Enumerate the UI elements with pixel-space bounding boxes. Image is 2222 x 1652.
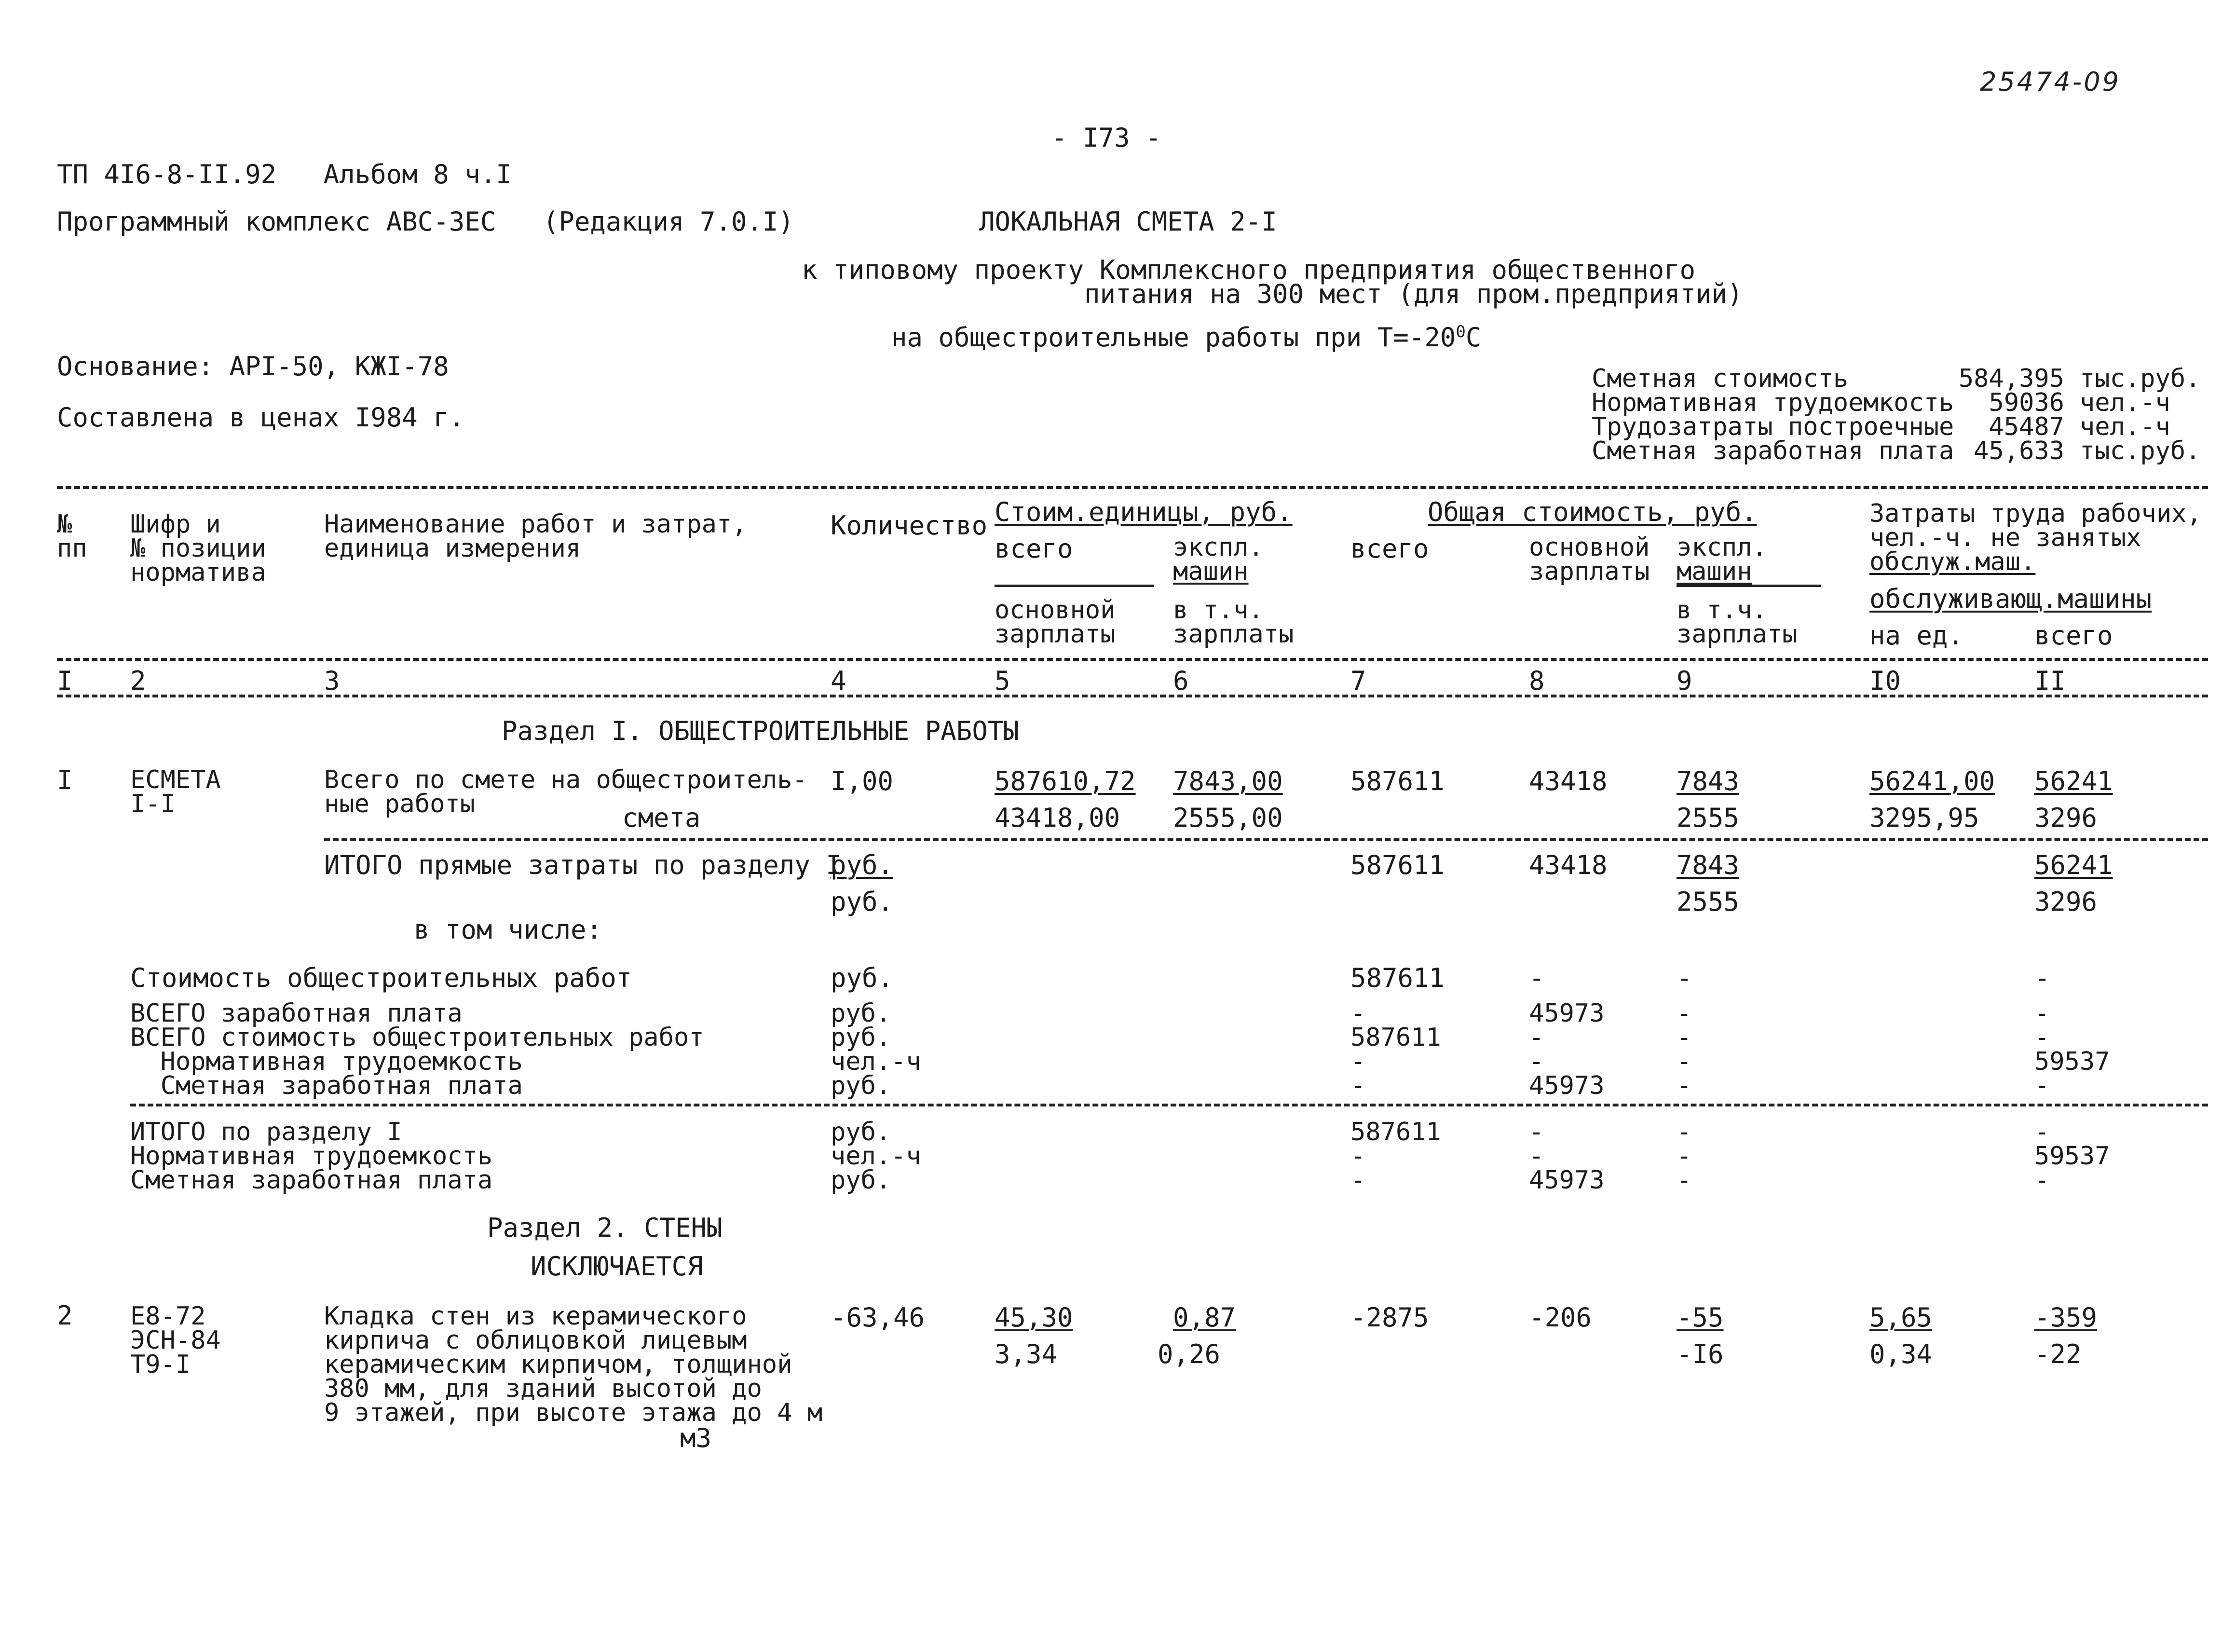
text-line: ВСЕГО стоимость общестроительных работ (130, 1023, 704, 1052)
text-line: руб. (831, 999, 891, 1028)
section-2-status: ИСКЛЮЧАЕТСЯ (531, 1251, 703, 1282)
row-1-unit: смета (622, 803, 701, 833)
direct-total-unit: руб. (831, 887, 894, 917)
text-line: 59537 (2034, 1047, 2110, 1076)
row-2-total-machine-wages: -I6 (1677, 1339, 1724, 1369)
col-5-top: всего (995, 533, 1073, 564)
row-1-total-wages: 43418 (1529, 766, 1608, 796)
col-6-bottom (1173, 596, 1294, 649)
text-line: - (2034, 1118, 2050, 1147)
row-2-labor-machine-total: -22 (2034, 1339, 2082, 1369)
text-line: - (1677, 999, 1692, 1028)
text-line: машин (1173, 557, 1249, 586)
breakdown-units (831, 1001, 921, 1098)
text-line: ЕСМЕТА (130, 765, 221, 794)
table-top-rule (57, 486, 2208, 489)
direct-total-labor-machine: 3296 (2034, 887, 2098, 917)
text-line: 59537 (2034, 1142, 2110, 1171)
text-line: - (1529, 1118, 1544, 1147)
summary-units (2080, 364, 2201, 465)
unit-cost-subrule (995, 585, 1154, 587)
direct-total-machines: 7843 (1677, 850, 1740, 880)
section-1-total-labor (2034, 1118, 2110, 1195)
text-line: I-I (130, 790, 176, 819)
summary-unit: тыс.руб. (2080, 437, 2201, 465)
text-line: пп (57, 534, 87, 563)
text-line: экспл. (1677, 533, 1767, 562)
section-1-title: Раздел I. ОБЩЕСТРОИТЕЛЬНЫЕ РАБОТЫ (502, 716, 1019, 746)
text-line: машин (1677, 557, 1752, 586)
including-label: в том числе: (414, 915, 602, 945)
text-line: Кладка стен из керамического (324, 1302, 747, 1331)
text-line: Шифр и (130, 510, 221, 539)
text-line: Наименование работ и затрат, (324, 510, 747, 539)
col-10-header: на ед. (1869, 620, 1964, 651)
text-line: ИТОГО по разделу I (130, 1118, 402, 1147)
breakdown-label: Стоимость общестроительных работ (130, 963, 632, 993)
text-line: зарплаты (1529, 557, 1650, 586)
text-line: - (1350, 1142, 1366, 1171)
row-2-name (324, 1304, 822, 1425)
breakdown-machines-col (1677, 1001, 1691, 1098)
text-line: 380 мм, для зданий высотой до (324, 1374, 762, 1403)
section-1-total-sums (1350, 1118, 1441, 1195)
col-number-label: 8 (1529, 666, 1545, 696)
direct-total-unit: руб. (831, 850, 894, 880)
text-line: - (2034, 1023, 2050, 1052)
breakdown-totals (1350, 1001, 1441, 1098)
row-2-quantity: -63,46 (831, 1302, 925, 1333)
text-line: зарплаты (995, 620, 1116, 649)
text-line: руб. (831, 1023, 891, 1052)
text-line: 9 этажей, при высоте этажа до 4 м (324, 1398, 823, 1427)
text-line: - (1350, 1071, 1366, 1100)
text-line: зарплаты (1677, 620, 1798, 649)
breakdown-machines: - (1677, 963, 1692, 993)
row-2-unit-wages: 3,34 (995, 1339, 1058, 1369)
text-line: - (1529, 1142, 1544, 1171)
software-info: Программный комплекс АВС-ЗЕС (Редакция 7.0.I) (57, 206, 794, 237)
total-cost-subrule (1677, 585, 1821, 587)
text-line: чел.-ч (831, 1142, 921, 1171)
col-code-header (130, 512, 266, 585)
summary-label: Сметная стоимость (1592, 364, 1849, 393)
col-number-label: I0 (1869, 666, 1901, 696)
row-1-total-machines: 7843 (1677, 766, 1740, 796)
row-2-labor-total: -359 (2034, 1302, 2098, 1333)
text-line: 587611 (1350, 1023, 1441, 1052)
text-line: - (1529, 1023, 1544, 1052)
text-line: на общестроительные работы при Т=-20 (891, 322, 1456, 353)
row-1-labor-machine-total: 3296 (2034, 803, 2098, 833)
row-2-total-wages: -206 (1529, 1302, 1592, 1333)
breakdown-wages-col (1529, 1001, 1605, 1098)
text-line: керамическим кирпичом, толщиной (324, 1350, 792, 1379)
text-line: кирпича с облицовкой лицевым (324, 1326, 747, 1355)
summary-value: 45,633 (1974, 437, 2064, 465)
row-2-unit: м3 (680, 1423, 712, 1453)
labor-subheader: обслуживающ.машины (1869, 584, 2152, 614)
text-line: - (1677, 1071, 1692, 1100)
breakdown-labor: - (2034, 963, 2050, 993)
document-number: 25474-09 (1980, 67, 2121, 97)
text-line: - (1350, 1166, 1366, 1195)
text-line: зарплаты (1173, 620, 1294, 649)
text-line: - (2034, 1071, 2050, 1100)
breakdown-unit: руб. (831, 963, 894, 993)
text-line: норматива (130, 558, 266, 587)
row-1-unit-machine-wages: 2555,00 (1173, 803, 1283, 833)
text-line: ЭСН-84 (130, 1326, 221, 1355)
summary-unit: тыс.руб. (2080, 364, 2201, 393)
row-1-quantity: I,00 (831, 766, 894, 796)
project-code: ТП 4I6-8-II.92 Альбом 8 ч.I (57, 159, 512, 190)
col-number-header (57, 510, 87, 563)
text-line: ВСЕГО заработная плата (130, 999, 463, 1028)
direct-total-machine-wages: 2555 (1677, 887, 1740, 917)
price-level: Составлена в ценах I984 г. (57, 402, 465, 433)
numbers-rule (57, 695, 2208, 697)
text-line: руб. (831, 1166, 891, 1195)
text-line: чел.-ч. не занятых (1869, 523, 2141, 552)
text-line: № позиции (130, 534, 266, 563)
text-line: в т.ч. (1677, 596, 1767, 625)
text-line: Нормативная трудоемкость (130, 1142, 493, 1171)
row-2-total-machines: -55 (1677, 1302, 1724, 1333)
summary-value: 59036 (1989, 388, 2064, 417)
breakdown-total: 587611 (1350, 963, 1445, 993)
col-quantity-header: Количество (831, 510, 988, 541)
row-1-unit-total: 587610,72 (995, 766, 1136, 796)
col-number-label: 9 (1677, 666, 1692, 696)
section-1-total-labels (130, 1118, 493, 1195)
text-line: - (1677, 1047, 1692, 1076)
text-line: Сметная заработная плата (130, 1166, 493, 1195)
text-line: - (1350, 999, 1366, 1028)
row-2-total: -2875 (1350, 1302, 1429, 1333)
row-2-code (130, 1304, 221, 1377)
text-line: - (1677, 1166, 1692, 1195)
row-2-unit-total: 45,30 (995, 1302, 1073, 1333)
text-line: Всего по смете на общестроитель- (324, 765, 807, 794)
row-1-code (130, 765, 221, 819)
text-line: С (1465, 322, 1482, 353)
section-1-total-units (831, 1118, 921, 1195)
text-line: Сметная заработная плата (130, 1071, 523, 1100)
text-line: 45973 (1529, 999, 1605, 1028)
text-line: Нормативная трудоемкость (130, 1047, 523, 1076)
row-2-unit-machine-wages: 0,26 (1158, 1339, 1221, 1369)
row-1-labor-total: 56241 (2034, 766, 2113, 796)
row-1-total-machine-wages: 2555 (1677, 803, 1740, 833)
text-line: 45973 (1529, 1071, 1605, 1100)
text-line: основной (1529, 533, 1650, 562)
text-line: № (57, 510, 72, 539)
col-5-bottom (995, 596, 1116, 649)
row-1-rule (324, 838, 2208, 841)
labor-group-header (1869, 499, 2202, 576)
col-number-label: II (2034, 666, 2066, 696)
row-1-total: 587611 (1350, 766, 1445, 796)
col-number-label: I (57, 666, 73, 696)
text-line: 587611 (1350, 1118, 1441, 1147)
col-8-header (1529, 535, 1649, 584)
page-number: - I73 - (1051, 123, 1161, 153)
col-name-header (324, 510, 747, 563)
subtitle-line-3 (891, 318, 1481, 351)
text-line: - (1677, 1023, 1692, 1052)
text-line: ные работы (324, 790, 476, 819)
col-7-header: всего (1350, 533, 1429, 564)
summary-value: 584,395 (1958, 364, 2064, 393)
text-line: экспл. (1173, 533, 1264, 562)
text-line: - (1350, 1047, 1366, 1076)
row-1-unit-wages: 43418,00 (995, 803, 1120, 833)
text-line: единица измерения (324, 534, 581, 563)
text-line: чел.-ч (831, 1047, 921, 1076)
row-2-number: 2 (57, 1300, 73, 1331)
section-1-total-wages (1529, 1118, 1605, 1195)
section-2-title: Раздел 2. СТЕНЫ (487, 1213, 722, 1243)
summary-unit: чел.-ч (2080, 412, 2170, 441)
text-line: - (1677, 1118, 1692, 1147)
direct-total-sum: 587611 (1350, 850, 1445, 880)
breakdown-wages: - (1529, 963, 1545, 993)
col-number-label: 4 (831, 666, 846, 696)
section-1-total-machines (1677, 1118, 1692, 1195)
breakdown-labels (130, 1001, 704, 1098)
summary-label: Трудозатраты построечные (1592, 412, 1954, 441)
text-line: руб. (831, 1118, 891, 1147)
text-line: Т9-I (130, 1350, 191, 1379)
col-number-label: 5 (995, 666, 1010, 696)
col-11-header: всего (2034, 620, 2113, 651)
document-title: ЛОКАЛЬНАЯ СМЕТА 2-I (979, 206, 1277, 237)
summary-values (1958, 364, 2064, 465)
col-9-top (1677, 535, 1767, 584)
row-1-unit-machines: 7843,00 (1173, 766, 1283, 796)
col-9-bottom (1677, 596, 1798, 649)
col-number-label: 6 (1173, 666, 1189, 696)
summary-label: Сметная заработная плата (1592, 437, 1954, 465)
row-2-labor-machine-per-unit: 0,34 (1869, 1339, 1933, 1369)
unit-cost-group-header: Стоим.единицы, руб. (995, 497, 1293, 527)
text-line: 0 (1456, 322, 1466, 341)
text-line: Е8-72 (130, 1302, 206, 1331)
col-number-label: 3 (324, 666, 340, 696)
text-line: Затраты труда рабочих, (1869, 499, 2202, 528)
direct-total-labor: 56241 (2034, 850, 2113, 880)
row-2-labor-per-unit: 5,65 (1869, 1302, 1933, 1333)
text-line: в т.ч. (1173, 596, 1264, 625)
col-number-label: 2 (130, 666, 146, 696)
text-line: руб. (831, 1071, 891, 1100)
text-line: - (1677, 1142, 1692, 1171)
text-line: обслуж.маш. (1869, 547, 2036, 576)
summary-value: 45487 (1989, 412, 2064, 441)
estimate-basis: Основание: АРI-50, КЖI-78 (57, 351, 449, 382)
text-line: 45973 (1529, 1166, 1605, 1195)
header-rule (57, 658, 2208, 661)
summary-labels (1592, 364, 1954, 465)
summary-unit: чел.-ч (2080, 388, 2170, 417)
direct-total-wages: 43418 (1529, 850, 1608, 880)
total-cost-group-header: Общая стоимость, руб. (1428, 497, 1757, 527)
direct-total-label: ИТОГО прямые затраты по разделу I (324, 850, 842, 880)
col-number-label: 7 (1350, 666, 1366, 696)
row-1-labor-machine-per-unit: 3295,95 (1869, 803, 1979, 833)
subtitle-line-2: питания на 300 мест (для пром.предприятий) (1084, 279, 1743, 309)
col-6-top (1173, 535, 1264, 584)
row-1-number: I (57, 765, 73, 795)
row-1-labor-per-unit: 56241,00 (1869, 766, 1995, 796)
text-line: - (2034, 999, 2050, 1028)
subtitle-line-1: к типовому проекту Комплексного предприятия общественного (802, 255, 1696, 285)
row-2-unit-machines: 0,87 (1173, 1302, 1236, 1333)
summary-label: Нормативная трудоемкость (1592, 388, 1954, 417)
text-line: - (1529, 1047, 1544, 1076)
breakdown-rule (130, 1104, 2208, 1106)
text-line: основной (995, 596, 1116, 625)
breakdown-labor-col (2034, 1001, 2110, 1098)
text-line: - (2034, 1166, 2050, 1195)
